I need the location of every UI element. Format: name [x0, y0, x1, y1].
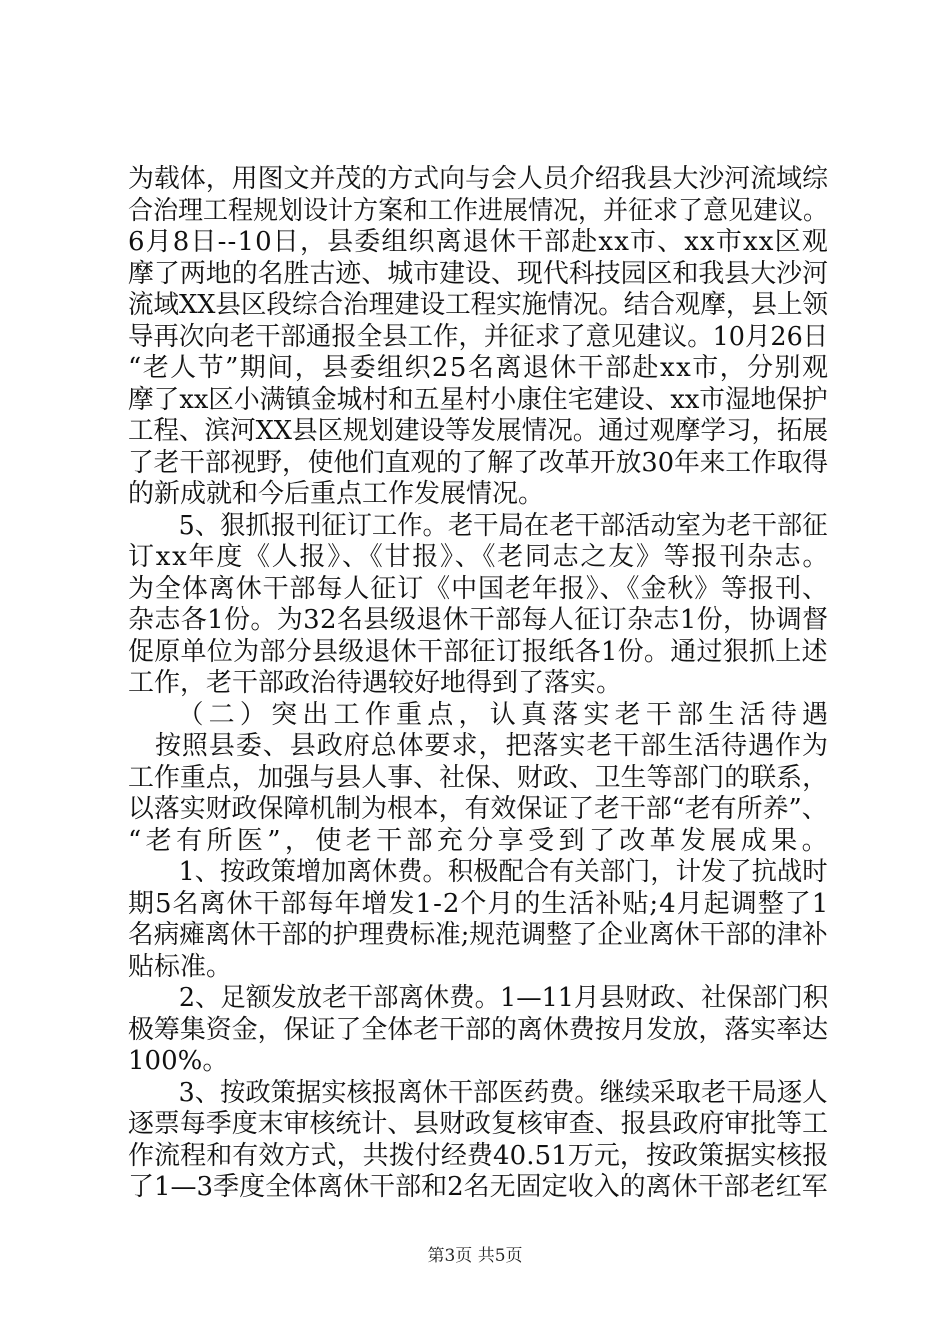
text-line: 3、按政策据实核报离休干部医药费。继续采取老干局逐人: [128, 1077, 828, 1108]
text-line: 以落实财政保障机制为根本，有效保证了老干部“老有所养”、: [128, 794, 828, 824]
text-line: 摩了两地的名胜古迹、城市建设、现代科技园区和我县大沙河: [128, 258, 829, 289]
text-line: 5、狠抓报刊征订工作。老干局在老干部活动室为老干部征: [128, 510, 828, 541]
text-line: “老人节”期间，县委组织25名离退休干部赴xx市，分别观: [128, 353, 830, 383]
text-line: 工程、滨河XX县区规划建设等发展情况。通过观摩学习，拓展: [128, 416, 829, 446]
text-line: 合治理工程规划设计方案和工作进展情况，并征求了意见建议。: [128, 195, 829, 226]
text-line: 期5名离休干部每年增发1-2个月的生活补贴;4月起调整了1: [128, 888, 830, 919]
text-line: 摩了xx区小满镇金城村和五星村小康住宅建设、xx市湿地保护: [128, 384, 828, 415]
text-line: 100%。: [128, 1046, 229, 1076]
text-line: 贴标准。: [128, 951, 233, 982]
text-line: 名病瘫离休干部的护理费标准;规范调整了企业离休干部的津补: [128, 920, 828, 950]
text-line: 逐票每季度末审核统计、县财政复核审查、报县政府审批等工: [128, 1109, 829, 1139]
text-line: “老有所医”，使老干部充分享受到了改革发展成果。: [128, 825, 832, 856]
text-line: 工作重点，加强与县人事、社保、财政、卫生等部门的联系，: [128, 762, 829, 793]
text-line: 工作，老干部政治待遇较好地得到了落实。: [128, 668, 623, 698]
text-line: 6月8日--10日，县委组织离退休干部赴xx市、xx市xx区观: [128, 227, 829, 257]
text-line: 极筹集资金，保证了全体老干部的离休费按月发放，落实率达: [128, 1014, 829, 1045]
page-footer: 第3页 共5页: [427, 1246, 523, 1266]
text-line: 为全体离休干部每人征订《中国老年报》、《金秋》等报刊、: [128, 573, 829, 604]
body-text: [128, 164, 834, 1204]
text-line: 的新成就和今后重点工作发展情况。: [128, 479, 545, 509]
text-line: 杂志各1份。为32名县级退休干部每人征订杂志1份，协调督: [128, 605, 829, 635]
text-line: 了1—3季度全体离休干部和2名无固定收入的离休干部老红军: [128, 1172, 828, 1202]
text-line: 按照县委、县政府总体要求，把落实老干部生活待遇作为: [128, 731, 829, 761]
text-line: 导再次向老干部通报全县工作，并征求了意见建议。10月26日: [128, 321, 829, 352]
text-line: 订xx年度《人报》、《甘报》、《老同志之友》等报刊杂志。: [128, 542, 831, 572]
text-line: 作流程和有效方式，共拨付经费40.51万元，按政策据实核报: [128, 1140, 829, 1171]
text-line: 为载体，用图文并茂的方式向与会人员介绍我县大沙河流域综: [128, 164, 829, 194]
text-line: （二）突出工作重点，认真落实老干部生活待遇: [128, 699, 834, 730]
text-line: 促原单位为部分县级退休干部征订报纸各1份。通过狠抓上述: [128, 636, 828, 667]
text-line: 2、足额发放老干部离休费。1—11月县财政、社保部门积: [128, 983, 829, 1013]
text-line: 1、按政策增加离休费。积极配合有关部门，计发了抗战时: [128, 857, 828, 887]
text-line: 流域XX县区段综合治理建设工程实施情况。结合观摩，县上领: [128, 290, 829, 320]
text-line: 了老干部视野，使他们直观的了解了改革开放30年来工作取得: [128, 447, 829, 478]
